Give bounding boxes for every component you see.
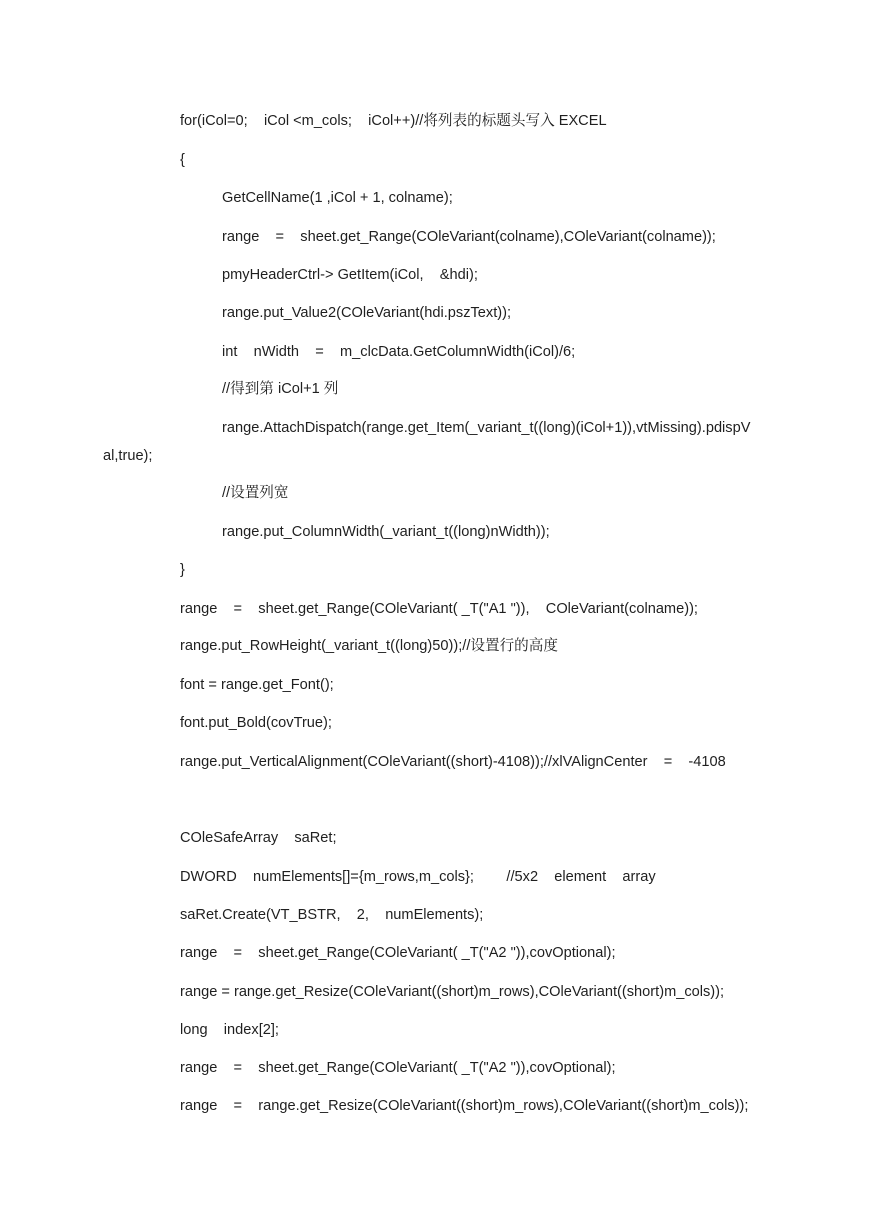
code-line: GetCellName(1 ,iCol + 1, colname); — [222, 190, 453, 206]
code-line: int nWidth = m_clcData.GetColumnWidth(iCol)/6; — [222, 344, 576, 360]
code-line: range = sheet.get_Range(COleVariant( _T("A2 ")),covOptional); — [180, 1060, 616, 1076]
code-line: { — [180, 152, 185, 168]
code-line: font.put_Bold(covTrue); — [180, 715, 332, 731]
code-line: range = sheet.get_Range(COleVariant( _T("A2 ")),covOptional); — [180, 945, 616, 961]
code-line: range.AttachDispatch(range.get_Item(_variant_t((long)(iCol+1)),vtMissing).pdispV — [222, 420, 751, 436]
code-line: range.put_VerticalAlignment(COleVariant((short)-4108));//xlVAlignCenter = -4108 — [180, 754, 726, 770]
code-line: for(iCol=0; iCol <m_cols; iCol++)//将列表的标题头写入 EXCEL — [180, 113, 607, 129]
code-line: range = range.get_Resize(COleVariant((short)m_rows),COleVariant((short)m_cols)); — [180, 1098, 749, 1114]
code-line: COleSafeArray saRet; — [180, 830, 337, 846]
code-line: range.put_RowHeight(_variant_t((long)50));//设置行的高度 — [180, 638, 558, 654]
code-line: range.put_ColumnWidth(_variant_t((long)nWidth)); — [222, 524, 550, 540]
code-line: saRet.Create(VT_BSTR, 2, numElements); — [180, 907, 484, 923]
code-line: } — [180, 562, 185, 578]
code-line: range = sheet.get_Range(COleVariant( _T("A1 ")), COleVariant(colname)); — [180, 601, 698, 617]
code-line: range = range.get_Resize(COleVariant((short)m_rows),COleVariant((short)m_cols)); — [180, 984, 725, 1000]
code-line: long index[2]; — [180, 1022, 279, 1038]
code-line: font = range.get_Font(); — [180, 677, 334, 693]
code-line-wrapped: al,true); — [103, 448, 153, 464]
code-comment-line: //得到第 iCol+1 列 — [222, 381, 339, 397]
code-comment-line: //设置列宽 — [222, 485, 289, 501]
code-line: DWORD numElements[]={m_rows,m_cols}; //5x2 element array — [180, 869, 656, 885]
code-line: pmyHeaderCtrl-> GetItem(iCol, &hdi); — [222, 267, 478, 283]
code-line: range.put_Value2(COleVariant(hdi.pszText)); — [222, 305, 512, 321]
code-line: range = sheet.get_Range(COleVariant(colname),COleVariant(colname)); — [222, 229, 716, 245]
